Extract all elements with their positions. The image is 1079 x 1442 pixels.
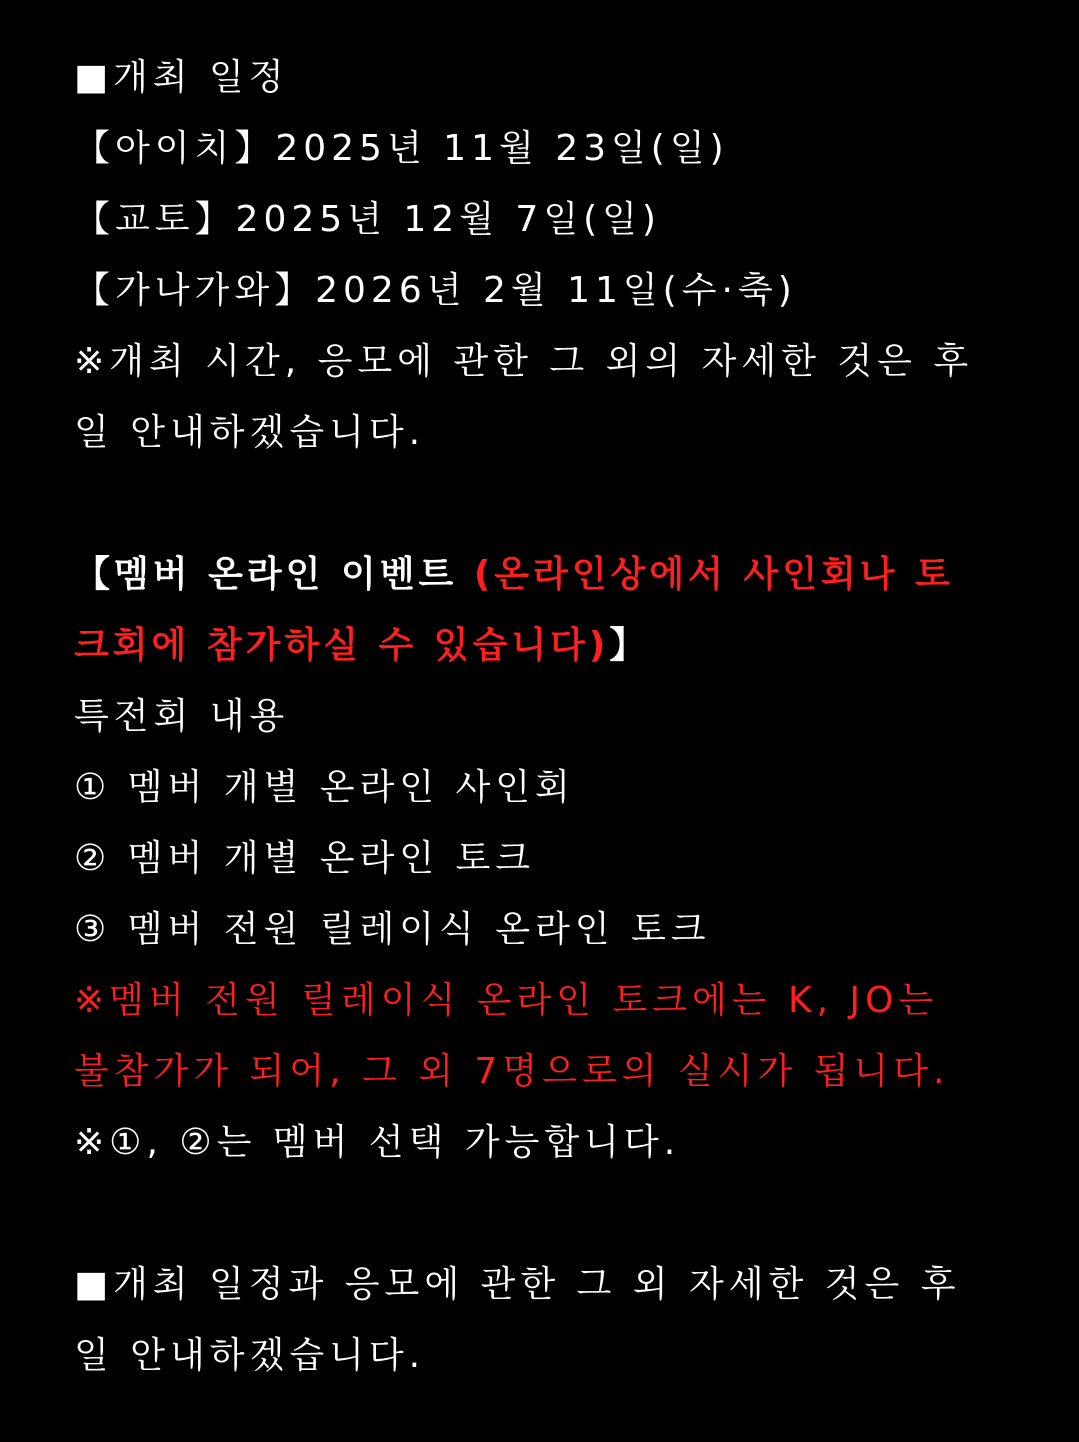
benefit-item-1: ① 멤버 개별 온라인 사인회 [74,767,575,808]
footer-note-line2: 일 안내하겠습니다. [74,1335,426,1376]
member-choice-note: ※①, ②는 멤버 선택 가능합니다. [74,1122,681,1163]
schedule-kanagawa: 【가나가와】2026년 2월 11일(수·축) [74,270,797,311]
spacer [74,1178,1014,1249]
online-event-title-line1 [74,539,1014,610]
footer-note-line1: ■개최 일정과 응모에 관한 그 외 자세한 것은 후 [74,1264,961,1305]
online-event-title: 【멤버 온라인 이벤트 [74,554,474,595]
online-event-title-red: (온라인상에서 사인회나 토 [473,554,954,595]
online-event-title-line2 [74,610,1014,681]
online-event-title-close: 】 [609,625,650,666]
relay-talk-note-line2: 불참가가 되어, 그 외 7명으로의 실시가 됩니다. [74,1051,950,1092]
online-event-title-red-continued: 크회에 참가하실 수 있습니다) [74,625,610,666]
schedule-aichi: 【아이치】2025년 11월 23일(일) [74,128,729,169]
notice-content [74,42,1014,1391]
benefit-item-3: ③ 멤버 전원 릴레이식 온라인 토크 [74,909,711,950]
schedule-note-line1: ※개최 시간, 응모에 관한 그 외의 자세한 것은 후 [74,341,974,382]
schedule-heading: ■개최 일정 [74,57,289,98]
benefit-item-2: ② 멤버 개별 온라인 토크 [74,838,536,879]
benefits-heading: 특전회 내용 [74,696,290,737]
relay-talk-note-line1: ※멤버 전원 릴레이식 온라인 토크에는 K, JO는 [74,980,939,1021]
schedule-kyoto: 【교토】2025년 12월 7일(일) [74,199,661,240]
spacer [74,468,1014,539]
schedule-note-line2: 일 안내하겠습니다. [74,412,426,453]
